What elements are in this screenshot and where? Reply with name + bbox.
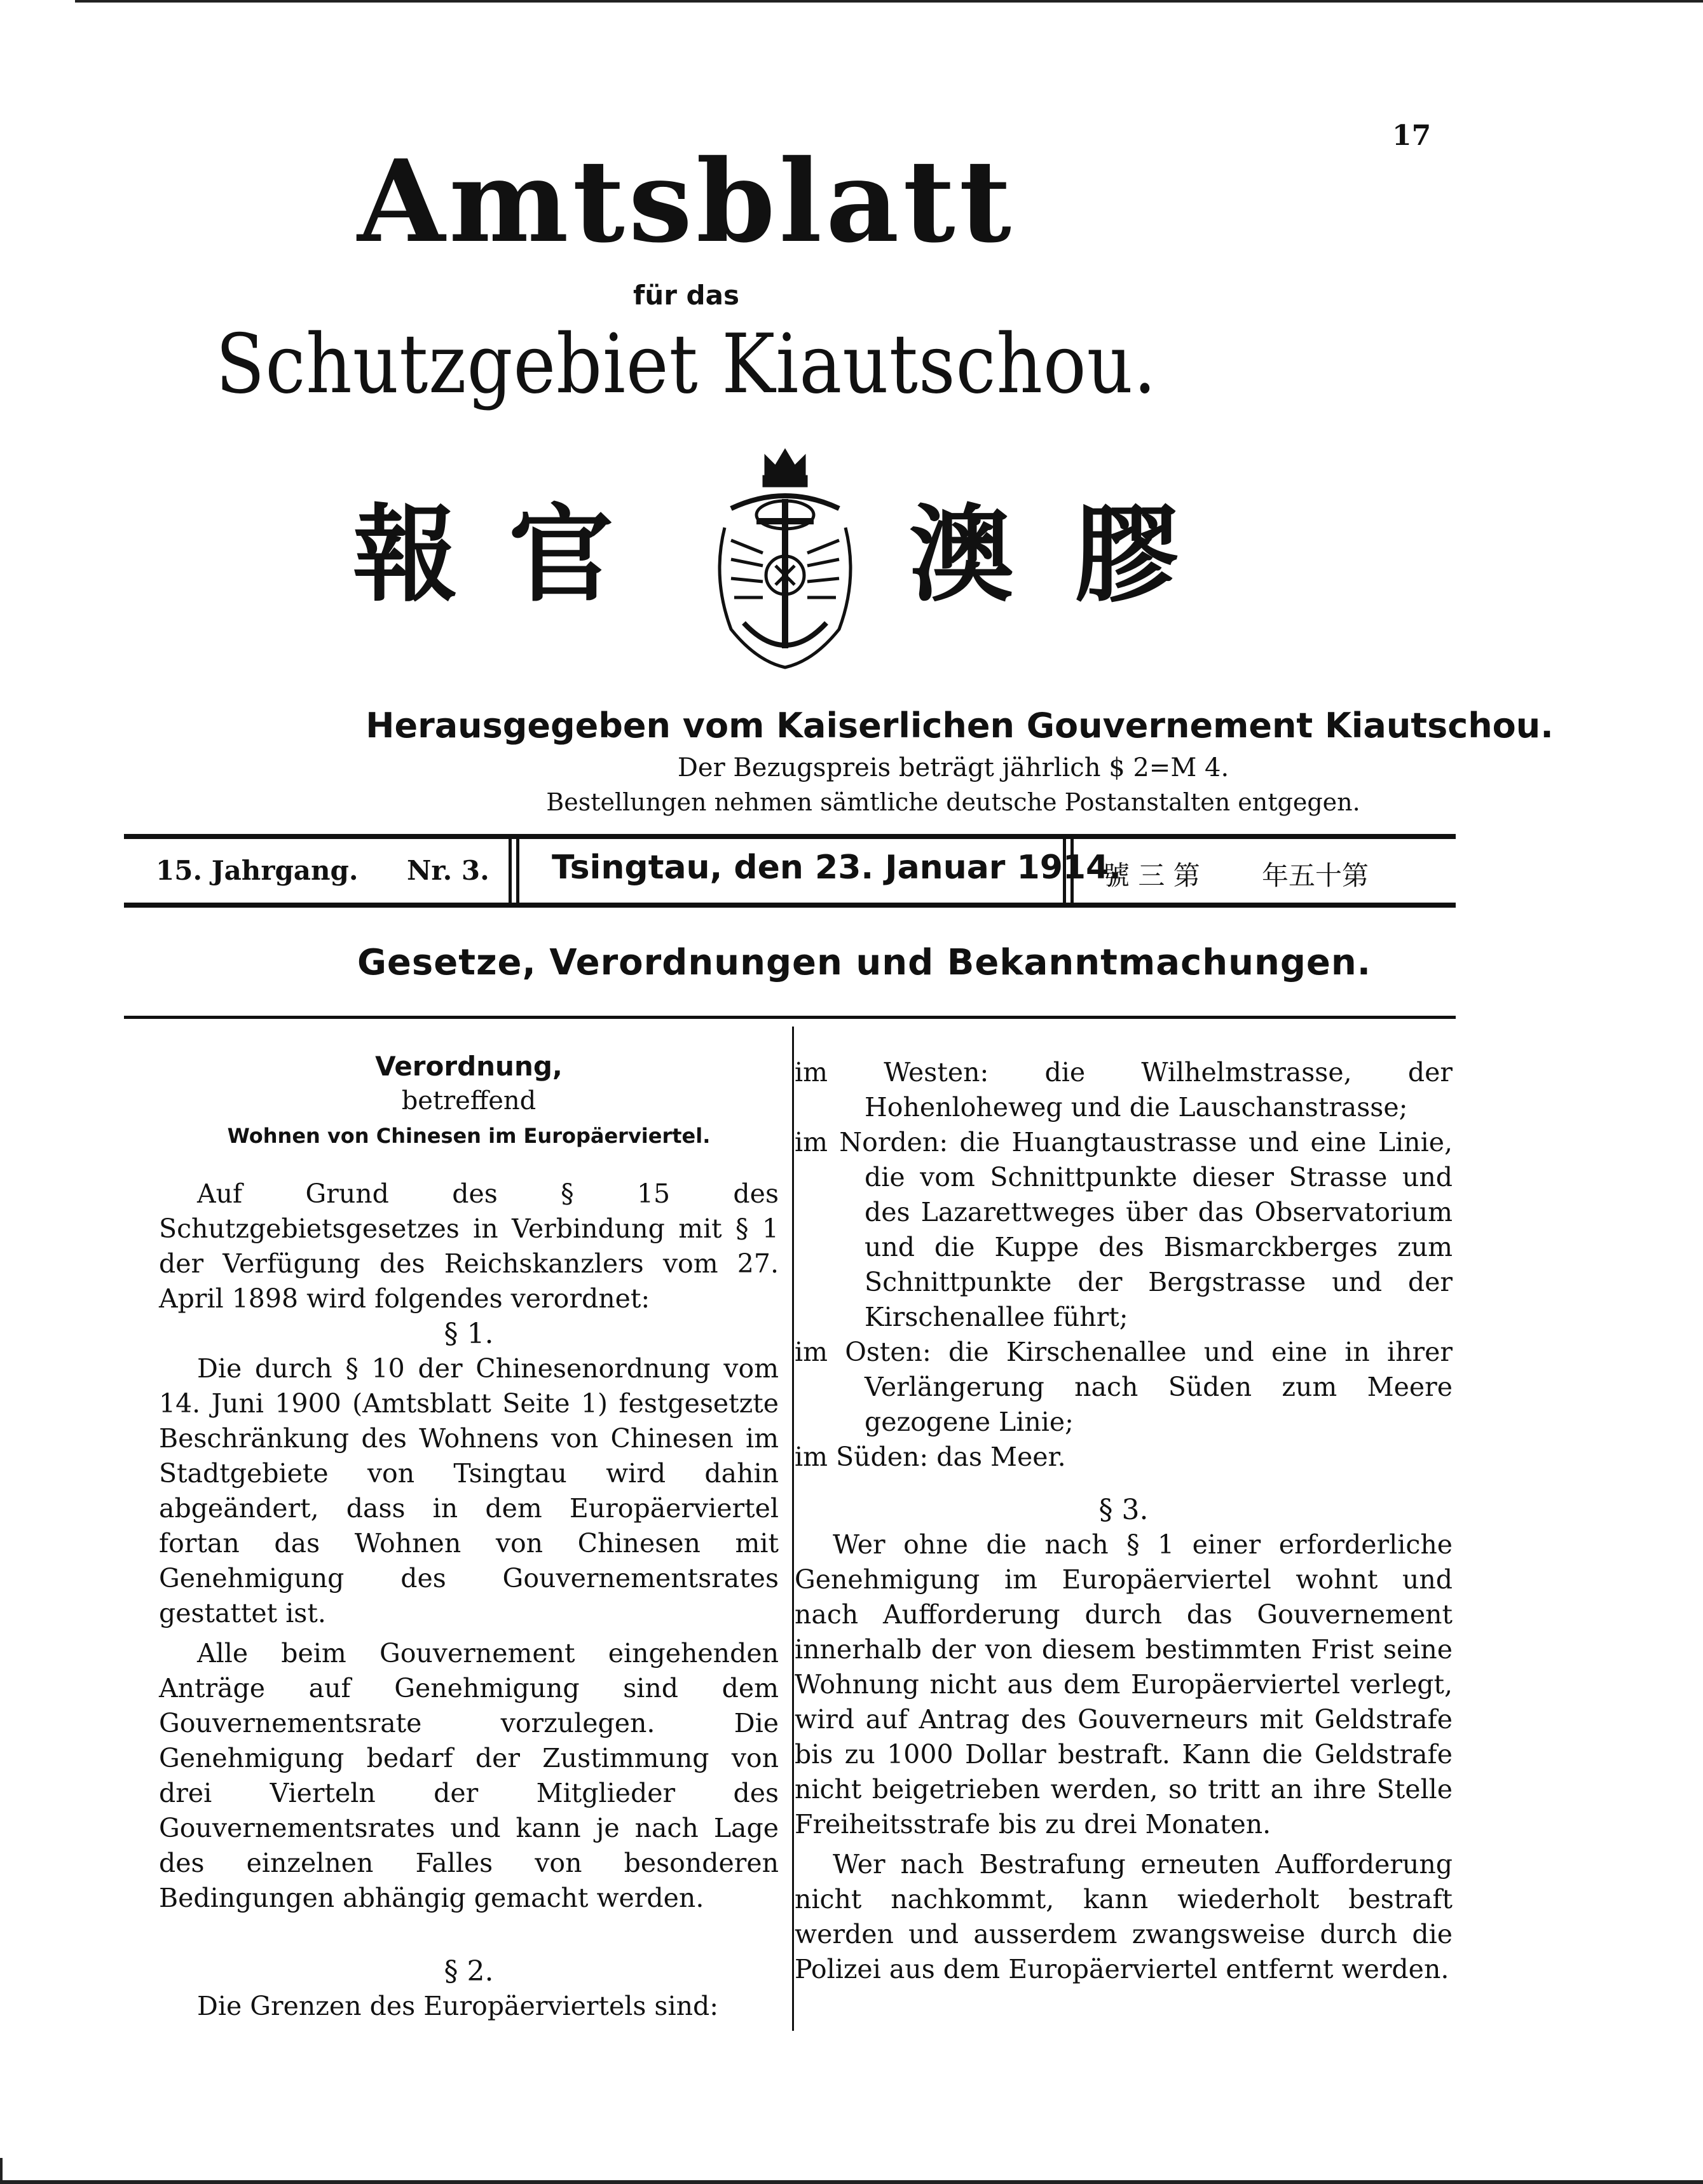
issue-cjk-number: 號 三 第 [1103, 860, 1200, 891]
masthead-subtitle: Schutzgebiet Kiautschou. [215, 317, 1157, 412]
cjk-char-2: 官 [509, 493, 613, 616]
section-title: Gesetze, Verordnungen und Bekanntmachungen. [357, 942, 1372, 983]
boundary-east: im Osten: die Kirschenallee und eine in ihrer Verlängerung nach Süden zum Meere gezogene Linie; [795, 1337, 1453, 1437]
issue-bar-bottom-rule [124, 903, 1456, 908]
cjk-char-3: 澳 [909, 493, 1014, 616]
issue-year: 15. Jahrgang. [156, 855, 359, 886]
price-line: Der Bezugspreis beträgt jährlich $ 2=M 4. [677, 753, 1229, 782]
scan-border-bottom [0, 2180, 1703, 2184]
paragraph-1-text-2: Alle beim Gouvernement eingehenden Anträge auf Genehmigung sind dem Gouvernementsrate vorzulegen. Die Genehmigung bedarf der Zustimmung von drei Vierteln der Mitglieder des Gouvernementsrates und kann je nach Lage des einzelnen Falles von besonderen Bedingungen abhängig gemacht werden. [159, 1638, 779, 1913]
boundary-north: im Norden: die Huangtaustrasse und eine Linie, die vom Schnittpunkte dieser Strasse und des Lazarettweges über das Observatorium und die Kuppe des Bismarckberges zum Schnittpunkte der Bergstrasse und der Kirschenallee führt; [795, 1127, 1453, 1332]
ordinance-intro: Auf Grund des § 15 des Schutzgebietsgesetzes in Verbindung mit § 1 der Verfügung des Reichskanzlers vom 27. April 1898 wird folgendes verordnet: [159, 1178, 779, 1314]
page-number: 17 [1392, 119, 1432, 152]
paragraph-2-text: Die Grenzen des Europäerviertels sind: [197, 1991, 719, 2021]
paragraph-1-sign: § 1. [444, 1318, 494, 1350]
issue-bar-divider-1b [516, 838, 519, 904]
publisher-line: Herausgegeben vom Kaiserlichen Gouvernement Kiautschou. [366, 706, 1554, 746]
scan-border-top [75, 0, 1703, 3]
paragraph-2-sign: § 2. [444, 1955, 494, 1988]
masthead-fuer: für das [633, 280, 739, 311]
issue-bar-top-rule [124, 834, 1456, 839]
imperial-eagle-emblem-icon [706, 439, 865, 674]
section-rule [124, 1016, 1456, 1019]
right-column [795, 1055, 1453, 1987]
issue-number: Nr. 3. [407, 855, 489, 886]
ordinance-title: Verordnung, [375, 1051, 563, 1082]
masthead-title: Amtsblatt [357, 135, 1015, 268]
issue-date: Tsingtau, den 23. Januar 1914. [552, 849, 1122, 887]
left-column [159, 1049, 779, 2024]
issue-bar-divider-1 [509, 838, 512, 904]
paragraph-3-text-2: Wer nach Bestrafung erneuten Aufforderung nicht nachkommt, kann wiederholt bestraft werden und ausserdem zwangsweise durch die Polizei aus dem Europäerviertel entfernt werden. [795, 1849, 1453, 1984]
ordinance-subtitle: betreffend [401, 1086, 537, 1116]
paragraph-1-text-1: Die durch § 10 der Chinesenordnung vom 14. Juni 1900 (Amtsblatt Seite 1) festgesetzte Beschränkung des Wohnens von Chinesen im Stadtgebiete von Tsingtau wird dahin abgeändert, dass in dem Europäerviertel fortan das Wohnen von Chinesen mit Genehmigung des Gouvernementsrates gestattet ist. [159, 1353, 779, 1628]
column-divider [792, 1027, 794, 2031]
boundary-west: im Westen: die Wilhelmstrasse, der Hohenloheweg und die Lauschanstrasse; [795, 1057, 1453, 1123]
orders-line: Bestellungen nehmen sämtliche deutsche Postanstalten entgegen. [546, 788, 1360, 816]
cjk-char-1: 報 [353, 493, 458, 616]
paragraph-3-text-1: Wer ohne die nach § 1 einer erforderliche Genehmigung im Europäerviertel wohnt und nach Aufforderung durch das Gouvernement innerhalb der von diesem bestimmten Frist seine Wohnung nicht aus dem Europäerviertel verlegt, wird auf Antrag des Gouverneurs mit Geldstrafe bis zu 1000 Dollar bestraft. Kann die Geldstrafe nicht beigetrieben werden, so tritt an ihre Stelle Freiheitsstrafe bis zu drei Monaten. [795, 1529, 1453, 1839]
issue-cjk-year: 年五十第 [1262, 860, 1369, 891]
paragraph-3-sign: § 3. [1098, 1494, 1149, 1526]
cjk-char-4: 膠 [1074, 493, 1179, 616]
ordinance-topic: Wohnen von Chinesen im Europäerviertel. [227, 1124, 711, 1148]
boundary-south: im Süden: das Meer. [795, 1442, 1066, 1472]
